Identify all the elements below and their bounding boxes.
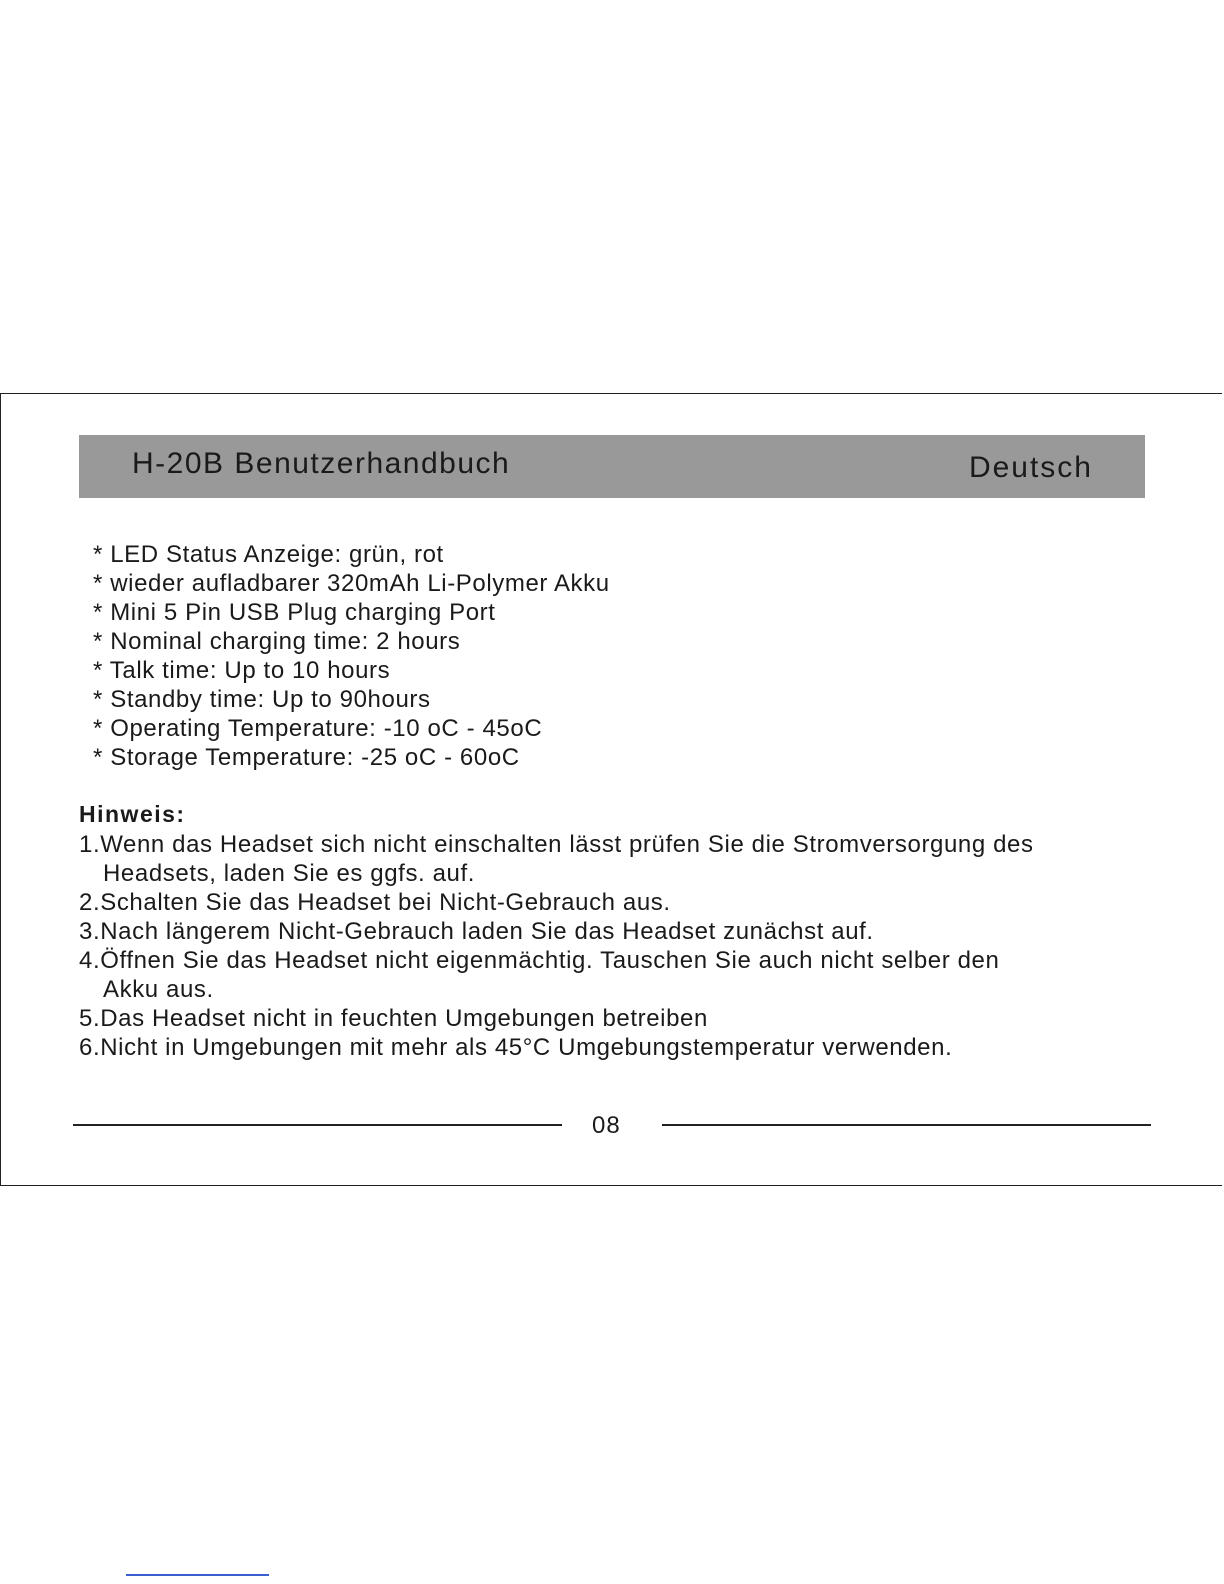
page-number: 08 <box>592 1112 621 1139</box>
note-line-continued: Headsets, laden Sie es ggfs. auf. <box>103 860 476 887</box>
note-line: 4.Öffnen Sie das Headset nicht eigenmächtig. Tauschen Sie auch nicht selber den <box>79 947 1000 974</box>
note-line: 2.Schalten Sie das Headset bei Nicht-Gebrauch aus. <box>79 889 671 916</box>
note-line: 5.Das Headset nicht in feuchten Umgebungen betreiben <box>79 1005 708 1032</box>
note-item <box>79 1033 1154 1062</box>
manual-title: H-20B Benutzerhandbuch <box>132 447 511 480</box>
note-item <box>79 1004 1154 1033</box>
page-frame <box>0 393 1222 1186</box>
note-item <box>79 888 1154 917</box>
note-line: 3.Nach längerem Nicht-Gebrauch laden Sie das Headset zunächst auf. <box>79 918 874 945</box>
note-line: 1.Wenn das Headset sich nicht einschalten lässt prüfen Sie die Stromversorgung des <box>79 831 1034 858</box>
link-underline[interactable] <box>126 1574 269 1576</box>
spec-item: * Talk time: Up to 10 hours <box>93 657 391 684</box>
spec-list <box>93 540 610 772</box>
spec-item: * Mini 5 Pin USB Plug charging Port <box>93 599 496 626</box>
language-label: Deutsch <box>968 451 1093 484</box>
spec-item: * wieder aufladbarer 320mAh Li-Polymer Akku <box>93 570 610 597</box>
note-item <box>79 917 1154 946</box>
footer-rule-right <box>662 1124 1151 1126</box>
header-bar <box>79 435 1145 498</box>
footer-rule-left <box>73 1124 562 1126</box>
spec-item: * Nominal charging time: 2 hours <box>93 628 461 655</box>
spec-item: * Operating Temperature: -10 oC - 45oC <box>93 715 543 742</box>
spec-item: * LED Status Anzeige: grün, rot <box>93 541 444 568</box>
notes-list <box>79 830 1154 1062</box>
note-line-continued: Akku aus. <box>103 976 214 1003</box>
spec-item: * Storage Temperature: -25 oC - 60oC <box>93 744 520 771</box>
note-item <box>79 830 1154 888</box>
note-item <box>79 946 1154 1004</box>
notes-heading: Hinweis: <box>79 801 186 827</box>
note-line: 6.Nicht in Umgebungen mit mehr als 45°C Umgebungstemperatur verwenden. <box>79 1034 953 1061</box>
spec-item: * Standby time: Up to 90hours <box>93 686 431 713</box>
